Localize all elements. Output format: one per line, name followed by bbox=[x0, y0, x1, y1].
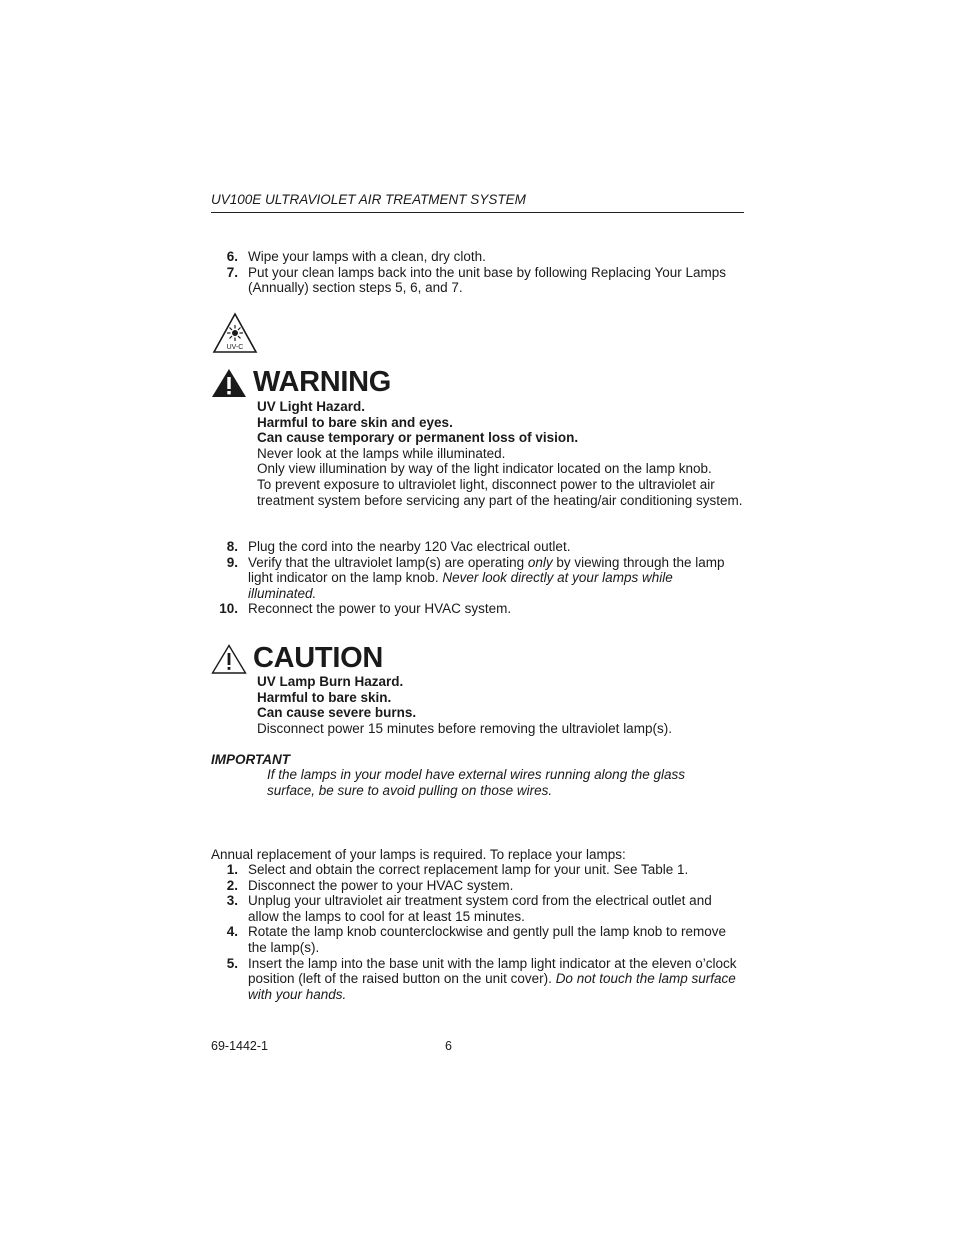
step-number: 6. bbox=[226, 249, 238, 264]
step-text: Rotate the lamp knob counterclockwise and gently pull the lamp knob to remove the lamp(s). bbox=[248, 924, 727, 955]
list-item bbox=[211, 265, 744, 296]
uv-hazard-icon bbox=[212, 312, 258, 354]
warning-heading: WARNING bbox=[253, 366, 392, 398]
list-item bbox=[211, 555, 744, 602]
step-number: 3. bbox=[226, 893, 238, 909]
list-item bbox=[211, 601, 744, 617]
replacement-intro: Annual replacement of your lamps is required. To replace your lamps: bbox=[211, 847, 626, 862]
list-item bbox=[211, 878, 744, 894]
step-number: 9. bbox=[226, 554, 238, 570]
steps-list-b bbox=[211, 539, 744, 617]
caution-heading-row bbox=[211, 642, 383, 675]
step-text-part: Insert the lamp into the base unit with the lamp light indicator at the eleven o’clock position (left of the raised button on the unit cover). bbox=[248, 955, 737, 987]
list-item bbox=[211, 924, 744, 955]
list-item bbox=[211, 249, 744, 265]
step-text: Unplug your ultraviolet air treatment system cord from the electrical outlet and allow the lamps to cool for at least 15 minutes. bbox=[248, 893, 712, 924]
step-text bbox=[248, 956, 744, 1003]
caution-heading: CAUTION bbox=[253, 642, 384, 674]
uv-c-label: UV-C bbox=[226, 344, 244, 351]
emphasis-only: only bbox=[527, 554, 553, 570]
step-italic-note: Never look directly at your lamps while illuminated. bbox=[248, 570, 673, 601]
caution-triangle-icon bbox=[211, 644, 247, 674]
step-number: 7. bbox=[226, 264, 238, 280]
step-number: 5. bbox=[226, 955, 238, 971]
replacement-steps bbox=[211, 862, 744, 1002]
document-number: 69-1442-1 bbox=[211, 1039, 268, 1053]
step-text: Disconnect the power to your HVAC system. bbox=[248, 877, 514, 893]
list-item bbox=[211, 956, 744, 1003]
list-item bbox=[211, 539, 744, 555]
step-text: Wipe your lamps with a clean, dry cloth. bbox=[248, 249, 486, 264]
step-number: 4. bbox=[226, 924, 238, 940]
steps-list-a bbox=[211, 249, 744, 296]
list-item bbox=[211, 862, 744, 878]
caution-line: Harmful to bare skin. bbox=[257, 689, 392, 705]
step-text bbox=[248, 555, 744, 602]
step-text-part: by viewing through the lamp light indicator on the lamp knob. bbox=[248, 554, 725, 586]
warning-line: Never look at the lamps while illuminated. bbox=[257, 445, 506, 461]
caution-body bbox=[257, 674, 744, 736]
caution-line: Can cause severe burns. bbox=[257, 705, 417, 721]
list-item bbox=[211, 893, 744, 924]
warning-triangle-icon bbox=[211, 368, 247, 398]
page-number: 6 bbox=[445, 1039, 452, 1053]
running-header: UV100E ULTRAVIOLET AIR TREATMENT SYSTEM bbox=[211, 192, 526, 207]
important-label: IMPORTANT bbox=[211, 752, 290, 767]
important-text: If the lamps in your model have external wires running along the glass surface, be sure to avoid pulling on those wires. bbox=[267, 767, 685, 798]
warning-heading-row bbox=[211, 366, 391, 399]
caution-line: UV Lamp Burn Hazard. bbox=[257, 674, 404, 689]
step-number: 8. bbox=[226, 539, 238, 554]
warning-line: Only view illumination by way of the light indicator located on the lamp knob. bbox=[257, 461, 712, 477]
warning-body bbox=[257, 399, 744, 508]
caution-line: Disconnect power 15 minutes before removing the ultraviolet lamp(s). bbox=[257, 720, 672, 736]
step-text: Reconnect the power to your HVAC system. bbox=[248, 601, 512, 617]
step-number: 1. bbox=[226, 862, 238, 877]
step-italic-note: Do not touch the lamp surface with your hands. bbox=[248, 971, 736, 1002]
warning-line: Can cause temporary or permanent loss of vision. bbox=[257, 430, 579, 446]
step-text: Plug the cord into the nearby 120 Vac electrical outlet. bbox=[248, 539, 571, 554]
step-text: Select and obtain the correct replacement lamp for your unit. See Table 1. bbox=[248, 862, 689, 877]
step-text-part: Verify that the ultraviolet lamp(s) are operating bbox=[248, 554, 528, 570]
warning-line: Harmful to bare skin and eyes. bbox=[257, 414, 453, 430]
warning-line: UV Light Hazard. bbox=[257, 399, 366, 414]
warning-line: To prevent exposure to ultraviolet light, disconnect power to the ultraviolet air treatment system before servicing any part of the heating/air conditioning system. bbox=[257, 476, 743, 508]
step-text: Put your clean lamps back into the unit base by following Replacing Your Lamps (Annually) section steps 5, 6, and 7. bbox=[248, 264, 727, 296]
step-number: 10. bbox=[219, 601, 238, 617]
step-number: 2. bbox=[226, 877, 238, 893]
header-rule bbox=[211, 212, 744, 213]
